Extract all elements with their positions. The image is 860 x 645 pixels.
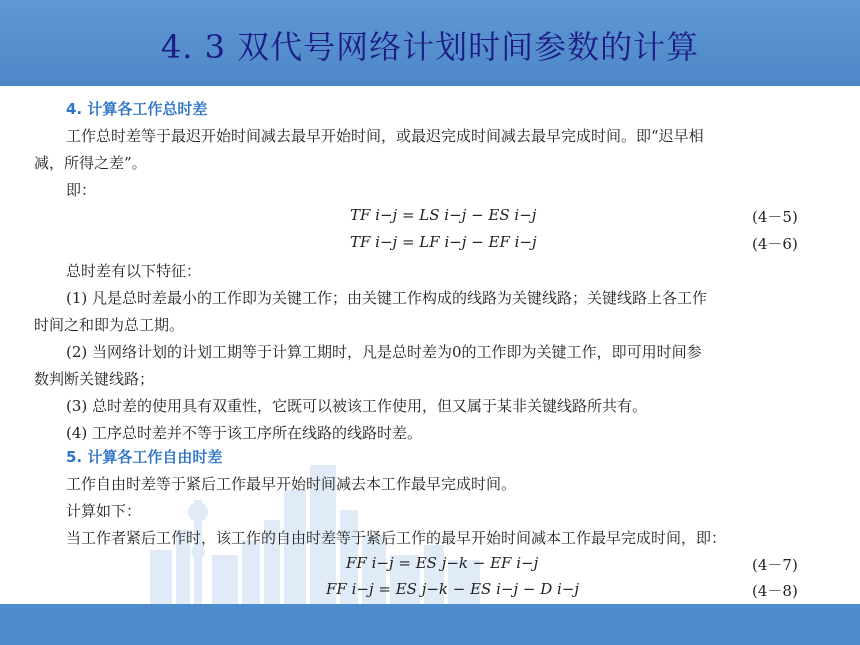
equation-4-7: FF i−j = ES j−k − EF i−j (346, 554, 539, 572)
feature-1-line-1: (1) 凡是总时差最小的工作即为关键工作；由关键工作构成的线路为关键线路；关键线路上各工作 (66, 289, 708, 307)
equation-4-8-number: (4－8) (752, 582, 798, 600)
section-4-ji-label: 即： (66, 181, 97, 199)
slide-content (0, 90, 860, 604)
page-title: 4. 3 双代号网络计划时间参数的计算 (160, 28, 700, 66)
title-bar (0, 0, 860, 84)
feature-2-line-2: 数判断关键线路； (34, 370, 155, 388)
section-5-paragraph-2: 计算如下： (66, 502, 142, 520)
equation-4-6-number: (4－6) (752, 235, 798, 253)
section-5-paragraph-3: 当工作者紧后工作时，该工作的自由时差等于紧后工作的最早开始时间减本工作最早完成时间，即： (66, 529, 727, 547)
equation-4-6: TF i−j = LF i−j − EF i−j (350, 233, 537, 251)
footer-bar (0, 604, 860, 645)
feature-intro: 总时差有以下特征： (66, 262, 202, 280)
equation-4-7-number: (4－7) (752, 556, 798, 574)
feature-1-line-2: 时间之和即为总工期。 (34, 316, 185, 334)
section-4-paragraph-line-1: 工作总时差等于最迟开始时间减去最早开始时间，或最迟完成时间减去最早完成时间。即“迟早相 (66, 127, 704, 145)
feature-3: (3) 总时差的使用具有双重性，它既可以被该工作使用，但又属于某非关键线路所共有。 (66, 397, 648, 415)
section-5-paragraph-1: 工作自由时差等于紧后工作最早开始时间减去本工作最早完成时间。 (66, 475, 517, 493)
feature-4: (4) 工序总时差并不等于该工序所在线路的线路时差。 (66, 424, 423, 442)
section-4-heading: 4. 计算各工作总时差 (66, 100, 208, 118)
equation-4-8: FF i−j = ES j−k − ES i−j − D i−j (326, 580, 580, 598)
section-4-paragraph-line-2: 减，所得之差”。 (34, 154, 147, 172)
feature-2-line-1: (2) 当网络计划的计划工期等于计算工期时，凡是总时差为0的工作即为关键工作，即可用时间参 (66, 343, 702, 361)
equation-4-5-number: (4－5) (752, 208, 798, 226)
equation-4-5: TF i−j = LS i−j − ES i−j (350, 206, 537, 224)
section-5-heading: 5. 计算各工作自由时差 (66, 448, 223, 466)
